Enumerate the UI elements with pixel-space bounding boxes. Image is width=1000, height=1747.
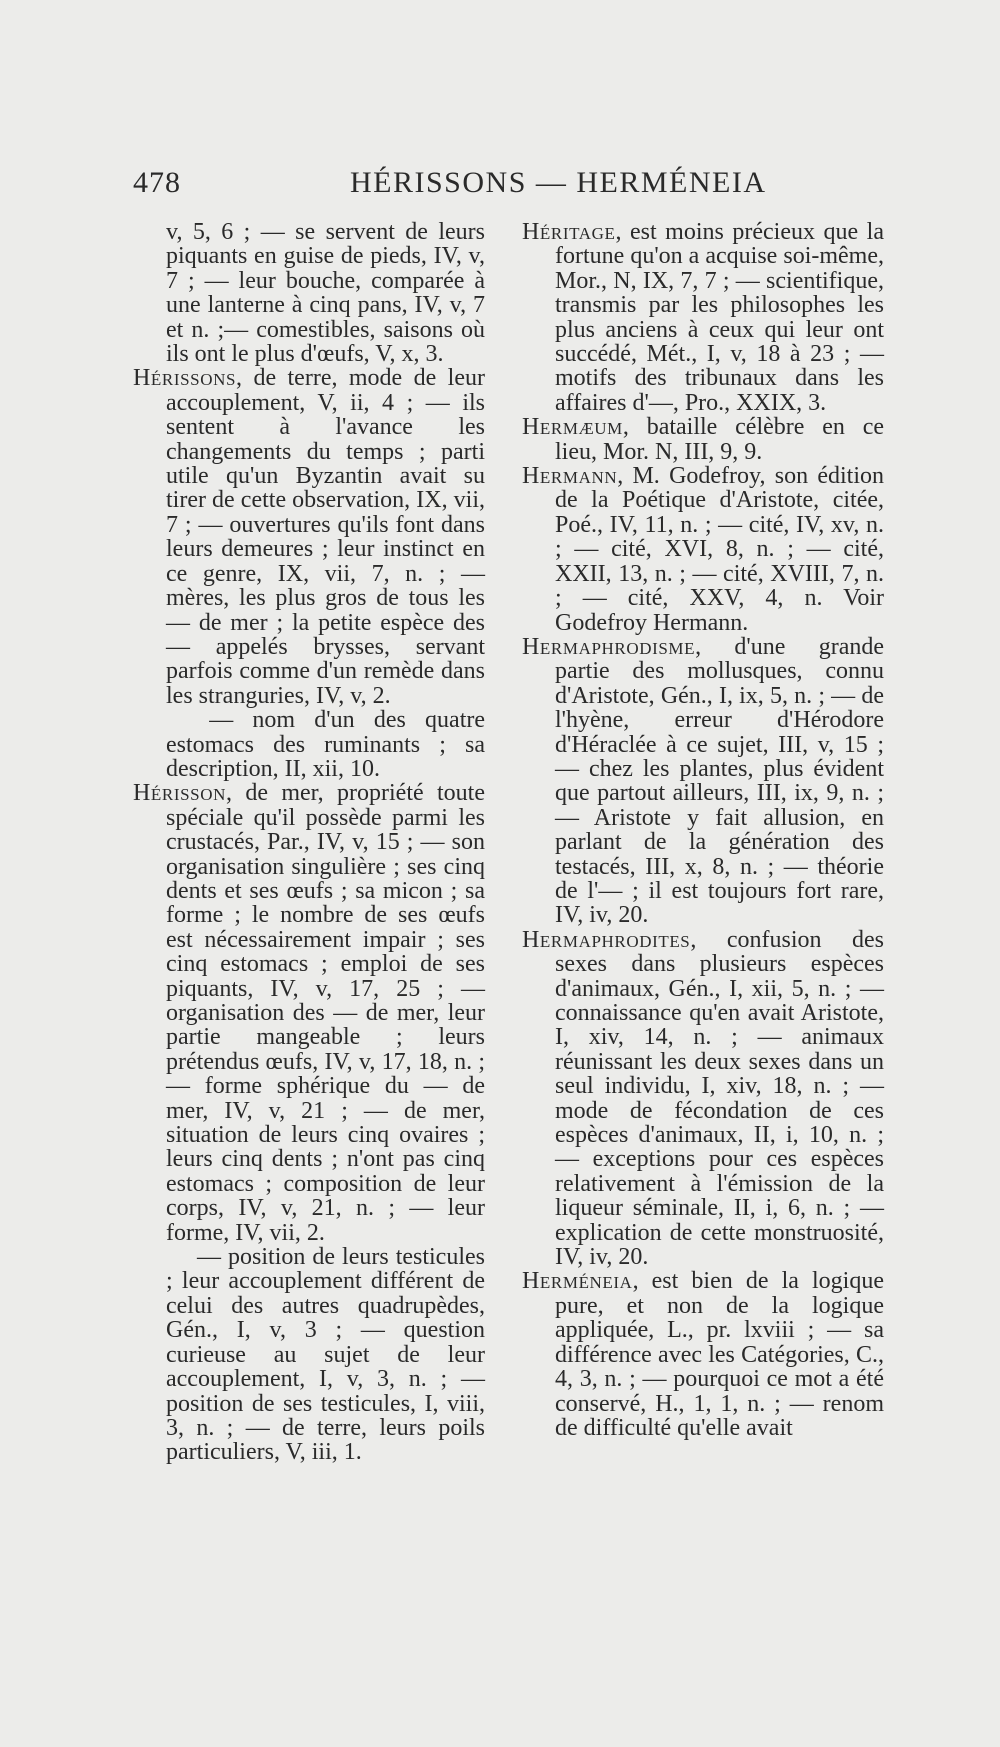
entry-headword: Hérisson xyxy=(133,780,226,807)
running-head: HÉRISSONS — HERMÉNEIA xyxy=(350,166,767,199)
index-entry xyxy=(522,928,884,1270)
index-entry xyxy=(522,1269,884,1440)
entry-text: , est moins précieux que la fortune qu'on a acquise soi-même, Mor., N, IX, 7, 7 ; — scientifique, transmis par les philosophes les plus anciens à ceux qui leur ont succédé, Mét., I, v, 18 à 23 ; — motifs des tribunaux dans les affaires d'—, Pro., XXIX, 3. xyxy=(555,219,884,416)
entry-headword: Héritage xyxy=(522,219,616,245)
entry-text: , de mer, propriété toute spéciale qu'il possède parmi les crustacés, Par., IV, v, 15 ; — son organisation singulière ; ses cinq dents et ses œufs ; sa micon ; sa forme ; le nombre de ses œufs est nécessairement impair ; ses cinq estomacs ; emploi de ses piquants, IV, v, 17, 25 ; — organisation des — de mer, leur partie mangeable ; leurs prétendus œufs, IV, v, 17, 18, n. ; — forme sphérique du — de mer, IV, v, 21 ; — de mer, situation de leurs cinq ovaires ; leurs cinq dents ; n'ont pas cinq estomacs ; composition de leur corps, IV, v, 21, n. ; — leur forme, IV, vii, 2. xyxy=(166,780,485,1246)
entry-text: , de terre, mode de leur accouplement, V, ii, 4 ; — ils sentent à l'avance les changements du temps ; parti utile qu'un Byzantin avait su tirer de cette observation, IX, vii, 7 ; — ouvertures qu'ils font dans leurs demeures ; leur instinct en ce genre, IX, vii, 7, n. ; — mères, les plus gros de tous les — de mer ; la petite espèce des — appelés brysses, servant parfois comme d'un remède dans les stranguries, IV, v, 2. xyxy=(166,365,485,709)
index-entry xyxy=(133,366,485,708)
left-column xyxy=(133,220,485,1465)
index-entry xyxy=(522,415,884,464)
index-entry xyxy=(522,464,884,635)
entry-headword: Hermæum xyxy=(522,414,623,441)
entry-headword: Hermann xyxy=(522,463,618,490)
entry-text: , est bien de la logique pure, et non de la logique appliquée, L., pr. lxviii ; — sa différence avec les Catégories, C., 4, 3, n. ; — pourquoi ce mot a été conservé, H., 1, 1, n. ; — renom de difficulté qu'elle avait xyxy=(555,1268,884,1441)
entry-text: , d'une grande partie des mollusques, connu d'Aristote, Gén., I, ix, 5, n. ; — de l'hyène, erreur d'Hérodore d'Héraclée à ce sujet, III, v, 15 ; — chez les plantes, plus évident que partout ailleurs, III, ix, 9, n. ; — Aristote y fait allusion, en parlant de la génération des testacés, III, x, 8, n. ; — théorie de l'— ; il est toujours fort rare, IV, iv, 20. xyxy=(555,633,884,929)
entry-headword: Hermaphrodites xyxy=(522,926,691,953)
entry-text: , M. Godefroy, son édition de la Poétique d'Aristote, citée, Poé., IV, 11, n. ; — cité, IV, xv, n. ; — cité, XVI, 8, n. ; — cité, XXII, 13, n. ; — cité, XVIII, 7, n. ; — cité, XXV, 4, n. Voir Godefroy Hermann. xyxy=(555,463,884,636)
index-entry xyxy=(133,781,485,1245)
entry-headword: Herméneia xyxy=(522,1268,633,1295)
entry-headword: Hermaphrodisme xyxy=(522,633,696,660)
entry-text: , bataille célèbre en ce lieu, Mor. N, III, 9, 9. xyxy=(555,414,884,465)
index-subentry xyxy=(133,708,485,781)
entry-headword: Hérissons xyxy=(133,365,237,392)
entry-text: , confusion des sexes dans plusieurs espèces d'animaux, Gén., I, xii, 5, n. ; — connaissance qu'en avait Aristote, I, xiv, 14, n. ; — animaux réunissant les deux sexes dans un seul individu, I, xiv, 18, n. ; — mode de fécondation de ces espèces d'animaux, II, i, 10, n. ; — exceptions pour ces espèces relativement à l'émission de la liqueur séminale, II, i, 6, n. ; — explication de cette monstruosité, IV, iv, 20. xyxy=(555,926,884,1271)
index-entry: v, 5, 6 ; — se servent de leurs piquants en guise de pieds, IV, v, 7 ; — leur bouche, comparée à une lanterne à cinq pans, IV, v, 7 et n. ;— comestibles, saisons où ils ont le plus d'œufs, V, x, 3. xyxy=(166,219,485,368)
index-subentry xyxy=(133,1245,485,1465)
index-entry xyxy=(522,635,884,928)
entry-text: — nom d'un des quatre estomacs des ruminants ; sa description, II, xii, 10. xyxy=(166,707,486,782)
page-number: 478 xyxy=(133,166,181,199)
index-entry xyxy=(522,220,884,415)
entry-text: — position de leurs testicules ; leur accouplement différent de celui des autres quadrupèdes, Gén., I, v, 3 ; — question curieuse au sujet de leur accouplement, I, v, 3, n. ; — position de ses testicules, I, viii, 3, n. ; — de terre, leurs poils particuliers, V, iii, 1. xyxy=(166,1244,485,1466)
right-column xyxy=(522,220,884,1440)
